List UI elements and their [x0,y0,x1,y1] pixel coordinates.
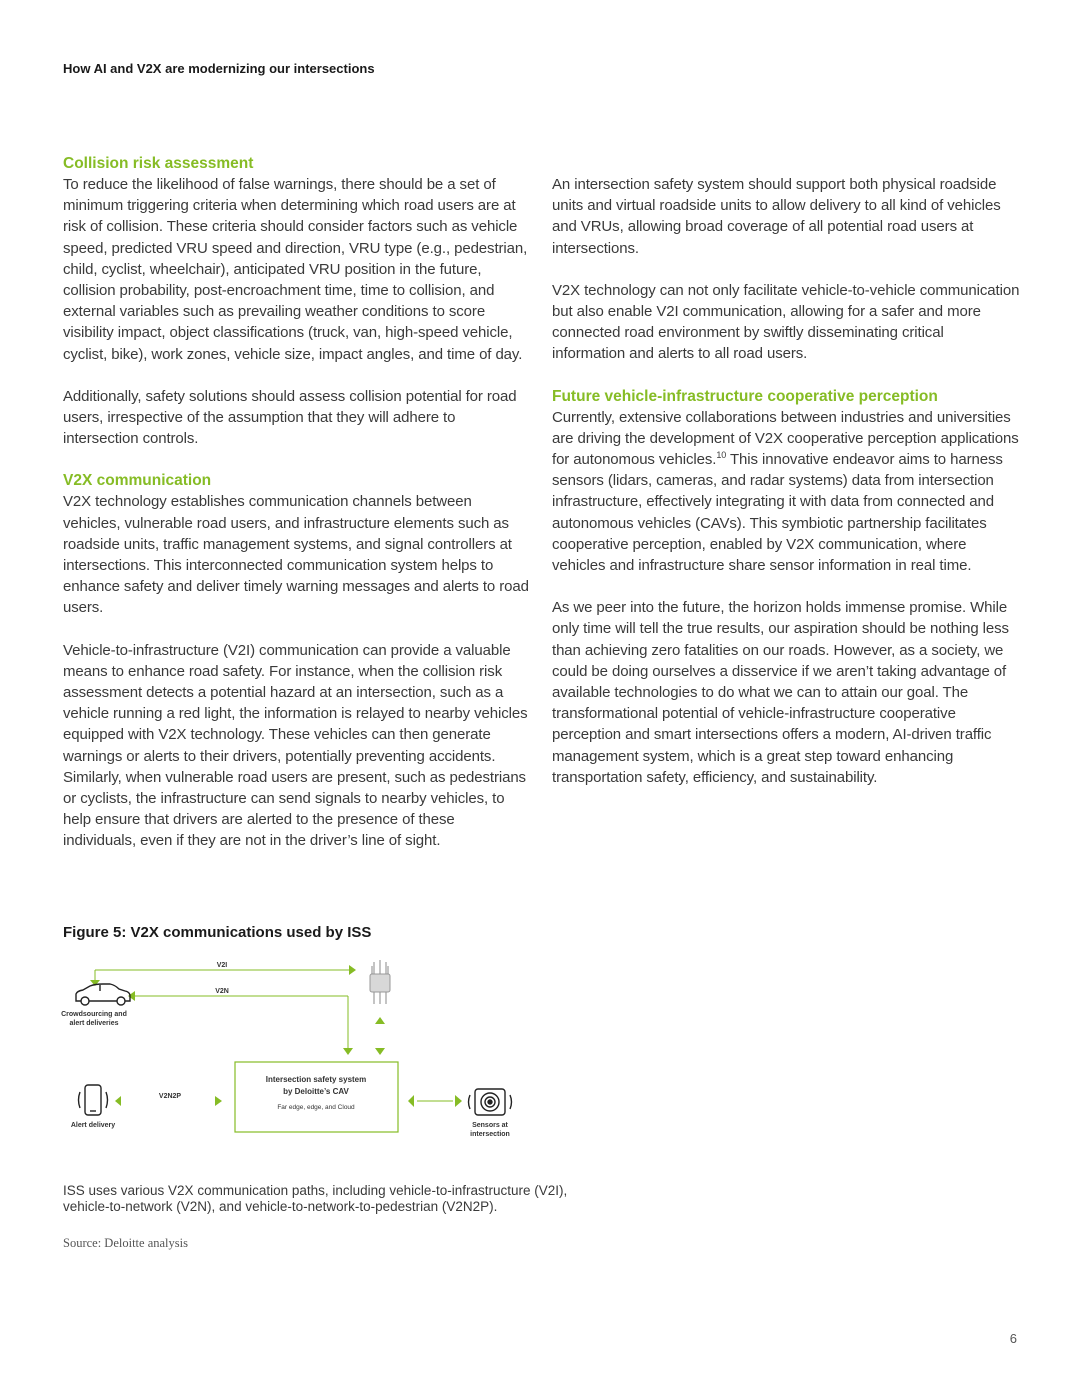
v2x-diagram [55,952,525,1142]
page-number: 6 [1009,1331,1017,1346]
paragraph-text: This innovative endeavor aims to harness sensors (lidars, cameras, and radar systems) data from intersection infrastructure, effectively integrating it with data from connected and autonomous vehicles (CAVs). This symbiotic partnership facilitates cooperative perception, enabled by V2X communication, where vehicles and infrastructure share sensor information in real time. [552,451,1003,575]
figure-caption [63,1183,623,1215]
label-v2n2p: V2N2P [158,1093,182,1100]
iss-label-line3: Far edge, edge, and Cloud [277,1104,355,1111]
arrow-down-icon [343,1048,353,1055]
paragraph: To reduce the likelihood of false warnings, there should be a set of minimum triggering criteria when determining which road users are at risk of collision. These criteria should consider factors such as vehicle speed, predicted VRU speed and direction, VRU type (e.g., pedestrian, child, cyclist, wheelchair), anticipated VRU position in the future, collision probability, post-encroachment time, time to collision, and external variables such as prevailing weather conditions to score visibility impact, object classifications (truck, van, high-speed vehicle, cyclist, bike), work zones, vehicle size, impact angles, and time of day. [63,176,528,363]
arrow-right-icon [349,965,356,975]
arrow-left-icon [408,1095,414,1107]
sensor-label-line2: intersection [470,1131,510,1138]
right-column [552,153,1020,809]
paragraph [552,407,1020,577]
paragraph: An intersection safety system should support both physical roadside units and virtual roadside units to allow delivery to all kind of vehicles and VRUs, allowing broad coverage of all potential road users at intersections. [552,176,1001,257]
figure-source: Source: Deloitte analysis [63,1236,188,1250]
phone-icon [79,1085,108,1115]
car-label-line2: alert deliveries [69,1020,119,1027]
footnote-ref: 10 [716,450,727,461]
paragraph: Vehicle-to-infrastructure (V2I) communication can provide a valuable means to enhance road safety. For instance, when the collision risk assessment detects a potential hazard at an intersection, such as a vehicle running a red light, the information is relayed to nearby vehicles equipped with V2X technology. These vehicles can then generate warnings or alerts to their drivers, potentially preventing accidents. Similarly, when vulnerable road users are present, such as pedestrians or cyclists, the infrastructure can send signals to nearby vehicles, to help ensure that drivers are alerted to the presence of these individuals, even if they are not in the driver’s line of sight. [63,641,528,850]
sensor-label-line1: Sensors at [472,1122,508,1129]
caption-line: ISS uses various V2X communication paths, including vehicle-to-infrastructure (V2I), [63,1183,568,1198]
section-heading-cooperative-perception: Future vehicle-infrastructure cooperative perception [552,387,938,405]
arrow-up-icon [375,1017,385,1024]
iss-label-line1: Intersection safety system [265,1075,367,1084]
figure-title: Figure 5: V2X communications used by ISS [63,924,372,941]
arrow-right-icon [215,1096,222,1106]
phone-label: Alert delivery [70,1122,116,1129]
car-icon [76,984,130,1005]
running-title: How AI and V2X are modernizing our intersections [63,61,375,76]
section-heading-v2x-communication: V2X communication [63,472,212,490]
paragraph: As we peer into the future, the horizon holds immense promise. While only time will tell the true results, our aspiration should be nothing less than achieving zero fatalities on our roads. However, as a society, we could be doing ourselves a disservice if we aren’t taking advantage of available technologies to do what we can to attain our goal. The transformational potential of vehicle-infrastructure cooperative perception and smart intersections offers a modern, AI-driven traffic management system, which is a great step toward enhancing transportation safety, efficiency, and sustainability. [552,599,1009,786]
paragraph: Additionally, safety solutions should assess collision potential for road users, irrespective of the assumption that they will adhere to intersection controls. [63,387,517,448]
paragraph: V2X technology can not only facilitate vehicle-to-vehicle communication but also enable V2I communication, allowing for a safer and more connected road environment by swiftly disseminating critical information and alerts to all road users. [552,281,1020,363]
label-v2n: V2N [215,988,229,995]
section-heading-collision-risk: Collision risk assessment [63,155,254,172]
arrow-left-icon [115,1096,121,1106]
paragraph-text: Currently, extensive collaborations between industries and universities are driving the development of V2X cooperative perception applications for autonomous vehicles. [552,408,1019,469]
car-label-line1: Crowdsourcing and [61,1011,127,1018]
roadside-unit-icon [370,960,390,1004]
iss-box [235,1062,398,1132]
left-column [63,153,529,873]
paragraph: V2X technology establishes communication channels between vehicles, vulnerable road users, and infrastructure elements such as roadside units, traffic management systems, and signal controllers at intersections. This interconnected communication system helps to enhance safety and deliver timely warning messages and alerts to road users. [63,493,529,617]
caption-line: vehicle-to-network (V2N), and vehicle-to-network-to-pedestrian (V2N2P). [63,1199,498,1214]
arrow-down-icon [375,1048,385,1055]
arrow-right-icon [455,1095,462,1107]
label-v2i: V2I [216,962,228,969]
iss-label-line2: by Deloitte’s CAV [283,1087,349,1096]
sensor-icon [469,1089,512,1115]
v2n-connector [128,991,353,1055]
